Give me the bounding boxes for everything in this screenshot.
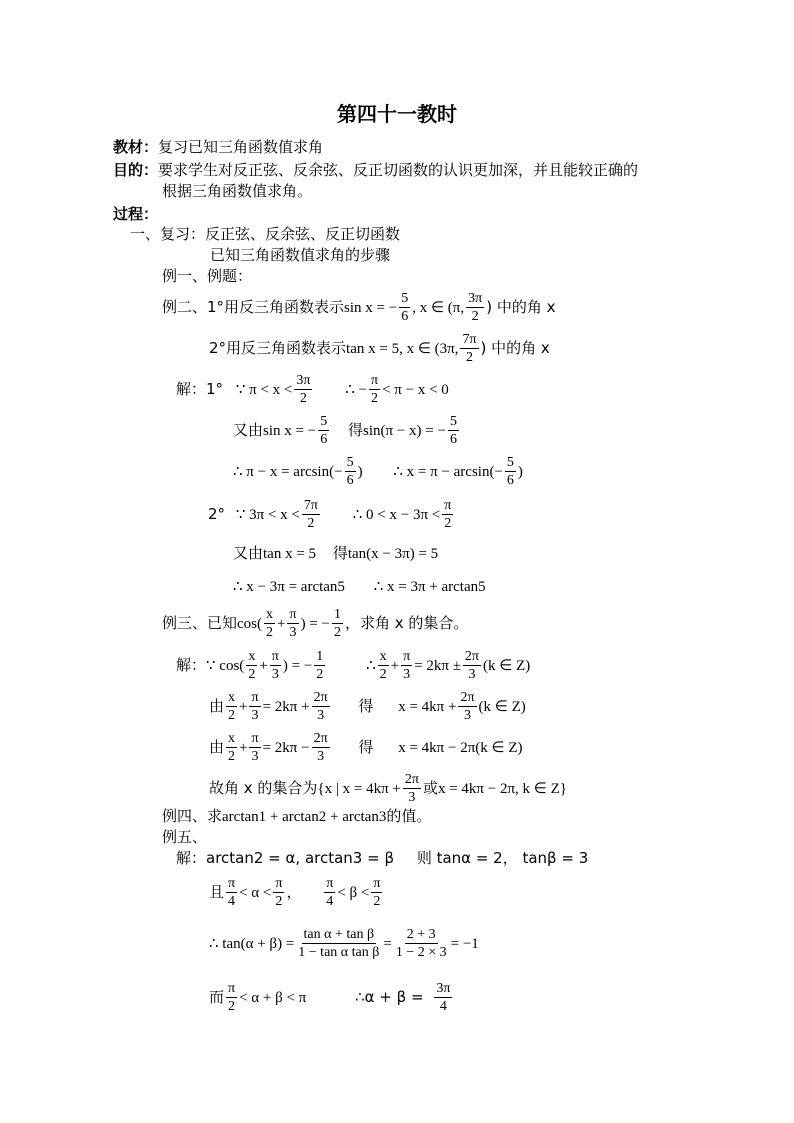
ex2-p1-mid: , x ∈ (π, xyxy=(412,300,465,316)
fraction: $\frac{\pi}{4}$ xyxy=(228,876,236,909)
textbook-text: 复习已知三角函数值求角 xyxy=(158,138,324,156)
fraction: $\frac{\pi}{2}$ xyxy=(371,373,379,406)
ex2-sol-1-line-1: 解：1° ∵ π < x < $\frac{3\pi}{2}$ ∴ − $\frac{\pi}{2}$ < π − x < 0 xyxy=(176,373,449,406)
fraction: $\frac{3\pi}{4}$ xyxy=(436,981,451,1014)
fraction: $\frac{3\pi}{2}$ xyxy=(296,373,311,406)
fraction: $\frac{\pi}{3}$ xyxy=(251,731,259,764)
fraction: $\frac{7\pi}{2}$ xyxy=(462,332,477,365)
fraction: $\frac{5}{6}$ xyxy=(346,455,354,488)
fraction: $\frac{\pi}{2}$ xyxy=(228,981,236,1014)
process-label: 过程： xyxy=(113,205,159,223)
fraction: $\frac{x}{2}$ xyxy=(228,731,236,764)
objective-text-1: 要求学生对反正弦、反余弦、反正切函数的认识更加深，并且能较正确的 xyxy=(158,161,639,179)
example-4: 例四、求arctan1 + arctan2 + arctan3的值。 xyxy=(162,807,432,825)
example-3: 例三、已知cos( $\frac{x}{2}$ + $\frac{\pi}{3}$ ) = − $\frac{1}{2}$ ，求角 x 的集合。 xyxy=(162,607,469,640)
fraction: $\frac{x}{2}$ xyxy=(248,649,256,682)
fraction: $\frac{\pi}{3}$ xyxy=(271,649,279,682)
fraction: $\frac{2\pi}{3}$ xyxy=(460,690,475,723)
objective-text-2: 根据三角函数值求角。 xyxy=(162,182,313,200)
fraction: $\frac{3\pi}{2}$ xyxy=(468,291,483,324)
fraction: $\frac{2\pi}{3}$ xyxy=(464,649,479,682)
ex2-sol-2-line-3: ∴ x − 3π = arctan5 ∴ x = 3π + arctan5 xyxy=(233,579,486,595)
fraction: $\frac{2\pi}{3}$ xyxy=(313,731,328,764)
objective-label: 目的： xyxy=(113,161,159,179)
ex3-sol-line-3: 由 $\frac{x}{2}$ + $\frac{\pi}{3}$ = 2kπ − $\frac{2\pi}{3}$ 得 x = 4kπ − 2π(k ∈ Z) xyxy=(209,731,523,764)
fraction: $\frac{\pi}{3}$ xyxy=(289,607,297,640)
fraction: $\frac{5}{6}$ xyxy=(449,414,457,447)
ex3-sol-line-4: 故角 x 的集合为{x | x = 4kπ + $\frac{2\pi}{3}$ 或x = 4kπ − 2π, k ∈ Z} xyxy=(209,772,567,805)
review-line-1: 一、复习：反正弦、反余弦、反正切函数 xyxy=(130,225,401,243)
ex2-p2-post: ) 中的角 x xyxy=(480,339,550,357)
example-2-part-1 xyxy=(162,290,555,325)
fraction: $\frac{\pi}{4}$ xyxy=(326,876,334,909)
ex2-p1-expr: sin x = − xyxy=(344,300,398,316)
fraction: $\frac{7\pi}{2}$ xyxy=(303,498,318,531)
fraction: $\frac{5}{6}$ xyxy=(401,291,409,324)
fraction: $\frac{\pi}{3}$ xyxy=(251,690,259,723)
fraction: $\frac{5}{6}$ xyxy=(506,455,514,488)
ex2-sol-1-line-2: 又由sin x = − $\frac{5}{6}$ 得sin(π − x) = − $\frac{5}{6}$ xyxy=(233,414,457,447)
ex5-sol-line-3: ∴ tan(α + β) = $\frac{\text{tan α + tan β}}{\text{1 − tan α tan β}}$ = $\frac{2 + 3}{1 - 2 \times 3}$ = −1 xyxy=(209,927,479,960)
fraction: $\frac{\pi}{2}$ xyxy=(275,876,283,909)
fraction: $\frac{1}{2}$ xyxy=(333,607,341,640)
fraction: $\frac{\pi}{3}$ xyxy=(403,649,411,682)
example-2-part-2 xyxy=(209,331,550,366)
ex2-p2-expr: tan x = 5, x ∈ (3π, xyxy=(346,341,459,357)
page-title: 第四十一教时 xyxy=(337,102,457,126)
ex5-sol-line-1: 解：arctan2 = α, arctan3 = β 则 tanα = 2， tanβ = 3 xyxy=(176,849,589,867)
fraction: $\frac{\pi}{2}$ xyxy=(373,876,381,909)
review-line-2: 已知三角函数值求角的步骤 xyxy=(210,246,391,264)
fraction: $\frac{\text{tan α + tan β}}{\text{1 − tan α tan β}}$ xyxy=(298,927,380,960)
fraction: $\frac{2\pi}{3}$ xyxy=(404,772,419,805)
fraction: $\frac{x}{2}$ xyxy=(266,607,274,640)
textbook-line xyxy=(113,137,323,157)
fraction: $\frac{x}{2}$ xyxy=(379,649,387,682)
fraction: $\frac{2 + 3}{1 - 2 \times 3}$ xyxy=(395,927,447,960)
example-5: 例五、 xyxy=(162,828,208,846)
fraction: $\frac{5}{6}$ xyxy=(320,414,328,447)
ex3-sol-line-1: 解：∵ cos( $\frac{x}{2}$ + $\frac{\pi}{3}$ ) = − $\frac{1}{2}$ ∴ $\frac{x}{2}$ + $\frac{\pi}{3}$ = 2kπ ± $\frac{2\pi}{3}$ (k ∈ Z) xyxy=(176,649,531,682)
ex2-sol-1-line-3: ∴ π − x = arcsin(− $\frac{5}{6}$ ) ∴ x = π − arcsin(− $\frac{5}{6}$ ) xyxy=(233,455,523,488)
solution-label: 解：1° xyxy=(176,380,224,398)
ex5-sol-line-4: 而 $\frac{\pi}{2}$ < α + β < π ∴α + β = $\frac{3\pi}{4}$ xyxy=(209,981,451,1014)
fraction: $\frac{\pi}{2}$ xyxy=(444,498,452,531)
ex3-sol-line-2: 由 $\frac{x}{2}$ + $\frac{\pi}{3}$ = 2kπ + $\frac{2\pi}{3}$ 得 x = 4kπ + $\frac{2\pi}{3}$ (k ∈ Z) xyxy=(209,690,526,723)
objective-line xyxy=(113,160,638,180)
example-1: 例一、例题： xyxy=(162,267,253,285)
textbook-label: 教材： xyxy=(113,138,159,156)
fraction: $\frac{1}{2}$ xyxy=(316,649,324,682)
ex2-sol-2-line-2: 又由tan x = 5 得tan(x − 3π) = 5 xyxy=(233,544,439,562)
fraction: $\frac{x}{2}$ xyxy=(228,690,236,723)
ex5-sol-line-2: 且 $\frac{\pi}{4}$ < α < $\frac{\pi}{2}$ ， $\frac{\pi}{4}$ < β < $\frac{\pi}{2}$ xyxy=(209,876,381,909)
ex2-p2-pre: 2°用反三角函数表示 xyxy=(209,339,347,357)
fraction: $\frac{2\pi}{3}$ xyxy=(313,690,328,723)
ex2-p1-pre: 例二、1°用反三角函数表示 xyxy=(162,298,345,316)
ex2-p1-post: ) 中的角 x xyxy=(486,298,556,316)
ex2-sol-2-line-1: 2° ∵ 3π < x < $\frac{7\pi}{2}$ ∴ 0 < x − 3π < $\frac{\pi}{2}$ xyxy=(208,498,452,531)
